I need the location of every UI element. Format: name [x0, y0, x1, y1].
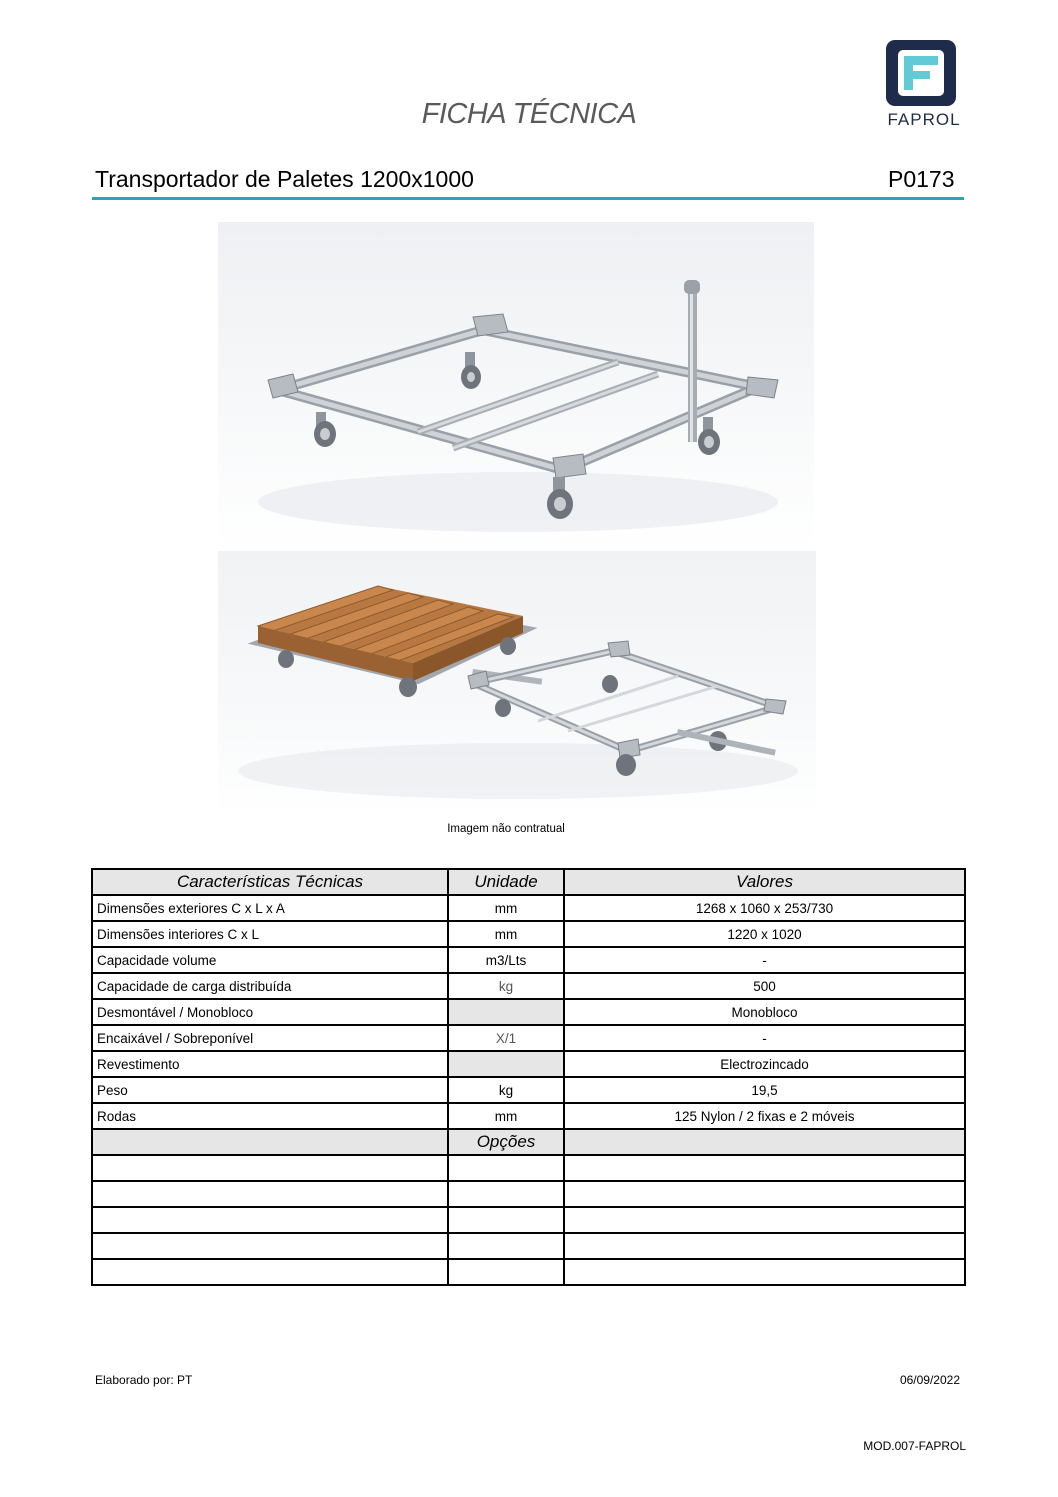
product-name: Transportador de Paletes 1200x1000 [95, 166, 474, 192]
specs-table [91, 868, 966, 1286]
empty-option-row [92, 1233, 965, 1259]
header-values: Valores [564, 869, 965, 895]
table-row [92, 947, 965, 973]
row-value: - [564, 947, 965, 973]
document-date: 06/09/2022 [899, 1373, 960, 1387]
row-label: Dimensões interiores C x L [92, 921, 448, 947]
empty-option-row [92, 1155, 965, 1181]
table-row [92, 973, 965, 999]
options-blank [564, 1129, 965, 1155]
faprol-logo-icon [882, 38, 972, 110]
empty-option-row [92, 1181, 965, 1207]
header-unit: Unidade [448, 869, 564, 895]
header-characteristic: Características Técnicas [92, 869, 448, 895]
row-label: Rodas [92, 1103, 448, 1129]
row-label: Dimensões exteriores C x L x A [92, 895, 448, 921]
product-photo-transporter [218, 222, 814, 549]
row-value: 1220 x 1020 [564, 921, 965, 947]
row-label: Revestimento [92, 1051, 448, 1077]
table-row [92, 1051, 965, 1077]
row-label: Desmontável / Monobloco [92, 999, 448, 1025]
row-label: Peso [92, 1077, 448, 1103]
row-unit: kg [448, 1077, 564, 1103]
options-blank [92, 1129, 448, 1155]
title-divider [92, 197, 964, 200]
options-header-row [92, 1129, 965, 1155]
table-row [92, 999, 965, 1025]
table-row [92, 921, 965, 947]
row-unit: X/1 [448, 1025, 564, 1051]
row-unit: mm [448, 921, 564, 947]
empty-option-row [92, 1207, 965, 1233]
row-unit: m3/Lts [448, 947, 564, 973]
row-unit: mm [448, 895, 564, 921]
empty-option-row [92, 1259, 965, 1285]
row-value: Monobloco [564, 999, 965, 1025]
document-title: FICHA TÉCNICA [421, 98, 637, 130]
row-label: Capacidade volume [92, 947, 448, 973]
row-value: 500 [564, 973, 965, 999]
product-code: P0173 [888, 166, 955, 192]
row-unit: mm [448, 1103, 564, 1129]
row-label: Capacidade de carga distribuída [92, 973, 448, 999]
faprol-logo [882, 38, 972, 133]
model-reference: MOD.007-FAPROL [863, 1439, 966, 1453]
row-value: - [564, 1025, 965, 1051]
options-label: Opções [448, 1129, 564, 1155]
table-row [92, 1103, 965, 1129]
brand-name: FAPROL [887, 110, 961, 129]
row-label: Encaixável / Sobreponível [92, 1025, 448, 1051]
row-unit [448, 1051, 564, 1077]
row-unit [448, 999, 564, 1025]
table-row [92, 895, 965, 921]
row-value: 1268 x 1060 x 253/730 [564, 895, 965, 921]
product-photo-tandem-with-pallet [218, 551, 816, 817]
row-value: Electrozincado [564, 1051, 965, 1077]
row-value: 125 Nylon / 2 fixas e 2 móveis [564, 1103, 965, 1129]
table-row [92, 1077, 965, 1103]
row-value: 19,5 [564, 1077, 965, 1103]
table-row [92, 1025, 965, 1051]
row-unit: kg [448, 973, 564, 999]
table-header-row [92, 869, 965, 895]
image-caption: Imagem não contratual [447, 823, 565, 835]
prepared-by: Elaborado por: PT [95, 1373, 193, 1387]
